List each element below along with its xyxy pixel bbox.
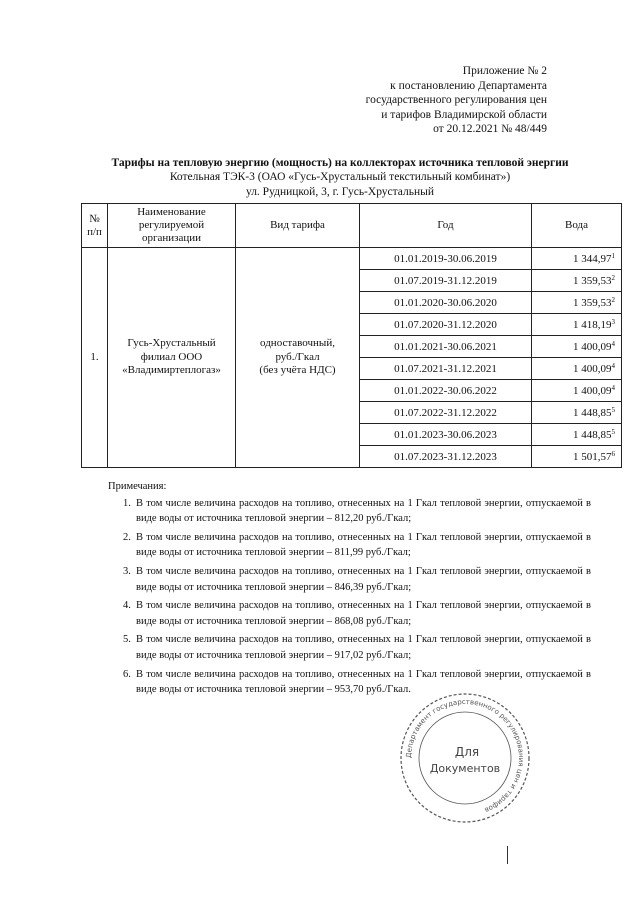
footnote-ref: 3 bbox=[611, 317, 615, 326]
tariff-type-line2: руб./Гкал bbox=[275, 350, 320, 363]
page-mark bbox=[507, 846, 508, 864]
note-text: В том числе величина расходов на топливо, отнесенных на 1 Гкал тепловой энергии, отпускаемой в виде воды от источника тепловой энергии – 811,99 руб./Гкал; bbox=[136, 531, 591, 559]
header-organization bbox=[108, 204, 236, 248]
water-value: 1 344,97 bbox=[573, 252, 612, 265]
water-value-cell bbox=[532, 402, 622, 424]
title-main: Тарифы на тепловую энергию (мощность) на коллекторах источника тепловой энергии bbox=[111, 157, 569, 169]
header-tariff-type: Вид тарифа bbox=[236, 204, 360, 248]
document-title bbox=[60, 156, 620, 199]
appendix-date: от 20.12.2021 № 48/449 bbox=[433, 123, 547, 136]
water-value: 1 359,53 bbox=[573, 274, 612, 287]
header-org-line3: организации bbox=[141, 232, 202, 244]
footnote-ref: 4 bbox=[611, 339, 615, 348]
header-org-line1: Наименование bbox=[137, 206, 206, 218]
tariff-type-line1: одноставочный, bbox=[260, 337, 335, 350]
note-item bbox=[108, 530, 591, 561]
seal-stamp bbox=[397, 690, 533, 826]
water-value-cell bbox=[532, 380, 622, 402]
water-value-cell bbox=[532, 446, 622, 468]
period-cell: 01.07.2023-31.12.2023 bbox=[360, 446, 532, 468]
note-text: В том числе величина расходов на топливо, отнесенных на 1 Гкал тепловой энергии, отпускаемой в виде воды от источника тепловой энергии – 812,20 руб./Гкал; bbox=[136, 497, 591, 525]
water-value-cell bbox=[532, 270, 622, 292]
tariff-type-line3: (без учёта НДС) bbox=[259, 364, 336, 377]
header-water: Вода bbox=[532, 204, 622, 248]
water-value-cell bbox=[532, 248, 622, 270]
note-number: 1. bbox=[123, 497, 131, 509]
water-value: 1 448,85 bbox=[573, 406, 612, 419]
water-value: 1 501,57 bbox=[573, 450, 612, 463]
footnote-ref: 4 bbox=[611, 383, 615, 392]
water-value: 1 448,85 bbox=[573, 428, 612, 441]
organization-name bbox=[108, 248, 236, 468]
organization-line3: «Владимиртеплогаз» bbox=[122, 364, 221, 377]
period-cell: 01.07.2019-31.12.2019 bbox=[360, 270, 532, 292]
note-text: В том числе величина расходов на топливо, отнесенных на 1 Гкал тепловой энергии, отпускаемой в виде воды от источника тепловой энергии – 868,08 руб./Гкал; bbox=[136, 600, 591, 627]
note-item bbox=[108, 564, 591, 595]
period-cell: 01.07.2021-31.12.2021 bbox=[360, 358, 532, 380]
water-value-cell bbox=[532, 424, 622, 446]
tariff-table bbox=[81, 203, 622, 468]
water-value-cell bbox=[532, 358, 622, 380]
table-header-row bbox=[82, 204, 622, 248]
header-number bbox=[82, 204, 108, 248]
stamp-center-line2: Документов bbox=[429, 762, 501, 775]
note-item bbox=[108, 598, 591, 629]
footnote-ref: 6 bbox=[611, 449, 615, 458]
footnote-ref: 4 bbox=[611, 361, 615, 370]
appendix-line: к постановлению Департамента bbox=[390, 79, 547, 92]
stamp-ring-text: Департамент государственного регулирования цен и тарифов bbox=[404, 697, 526, 815]
footnote-ref: 2 bbox=[611, 295, 615, 304]
organization-line2: филиал ООО bbox=[140, 350, 203, 363]
period-cell: 01.01.2023-30.06.2023 bbox=[360, 424, 532, 446]
note-item bbox=[108, 496, 591, 527]
appendix-line: государственного регулирования цен bbox=[365, 94, 547, 107]
header-org-line2: регулируемой bbox=[138, 219, 205, 231]
period-cell: 01.07.2020-31.12.2020 bbox=[360, 314, 532, 336]
note-item bbox=[108, 632, 591, 663]
appendix-line: и тарифов Владимирской области bbox=[381, 108, 547, 121]
water-value: 1 400,09 bbox=[573, 362, 612, 375]
note-text: В том числе величина расходов на топливо, отнесенных на 1 Гкал тепловой энергии, отпускаемой в виде воды от источника тепловой энергии – 846,39 руб./Гкал; bbox=[136, 565, 591, 593]
title-address: ул. Рудницкой, 3, г. Гусь-Хрустальный bbox=[245, 185, 435, 198]
period-cell: 01.01.2019-30.06.2019 bbox=[360, 248, 532, 270]
water-value-cell bbox=[532, 292, 622, 314]
note-number: 4. bbox=[123, 600, 131, 612]
notes-section bbox=[108, 479, 591, 701]
notes-title: Примечания: bbox=[108, 481, 167, 492]
organization-line1: Гусь-Хрустальный bbox=[127, 337, 216, 350]
header-number-line2: п/п bbox=[87, 225, 102, 238]
tariff-table-body bbox=[82, 248, 622, 468]
note-text: В том числе величина расходов на топливо, отнесенных на 1 Гкал тепловой энергии, отпускаемой в виде воды от источника тепловой энергии – 953,70 руб./Гкал. bbox=[136, 668, 591, 696]
header-year: Год bbox=[360, 204, 532, 248]
table-row bbox=[82, 248, 622, 270]
footnote-ref: 1 bbox=[611, 251, 615, 260]
footnote-ref: 5 bbox=[611, 405, 615, 414]
tariff-type bbox=[236, 248, 360, 468]
row-number: 1. bbox=[82, 248, 108, 468]
water-value: 1 400,09 bbox=[573, 384, 612, 397]
water-value: 1 359,53 bbox=[573, 296, 612, 309]
appendix-number: Приложение № 2 bbox=[462, 65, 547, 77]
title-boiler: Котельная ТЭК-3 (ОАО «Гусь-Хрустальный текстильный комбинат») bbox=[169, 171, 511, 184]
period-cell: 01.01.2022-30.06.2022 bbox=[360, 380, 532, 402]
note-number: 3. bbox=[123, 565, 131, 577]
note-text: В том числе величина расходов на топливо, отнесенных на 1 Гкал тепловой энергии, отпускаемой в виде воды от источника тепловой энергии – 917,02 руб./Гкал; bbox=[136, 634, 591, 661]
period-cell: 01.01.2020-30.06.2020 bbox=[360, 292, 532, 314]
water-value: 1 400,09 bbox=[573, 340, 612, 353]
note-number: 6. bbox=[123, 668, 131, 680]
footnote-ref: 5 bbox=[611, 427, 615, 436]
water-value: 1 418,19 bbox=[573, 318, 612, 331]
note-number: 5. bbox=[123, 634, 131, 646]
appendix-header bbox=[366, 64, 547, 137]
water-value-cell bbox=[532, 314, 622, 336]
stamp-center-line1: Для bbox=[454, 745, 480, 759]
footnote-ref: 2 bbox=[611, 273, 615, 282]
header-number-line1: № bbox=[89, 212, 100, 225]
note-number: 2. bbox=[123, 531, 131, 543]
period-cell: 01.07.2022-31.12.2022 bbox=[360, 402, 532, 424]
period-cell: 01.01.2021-30.06.2021 bbox=[360, 336, 532, 358]
water-value-cell bbox=[532, 336, 622, 358]
